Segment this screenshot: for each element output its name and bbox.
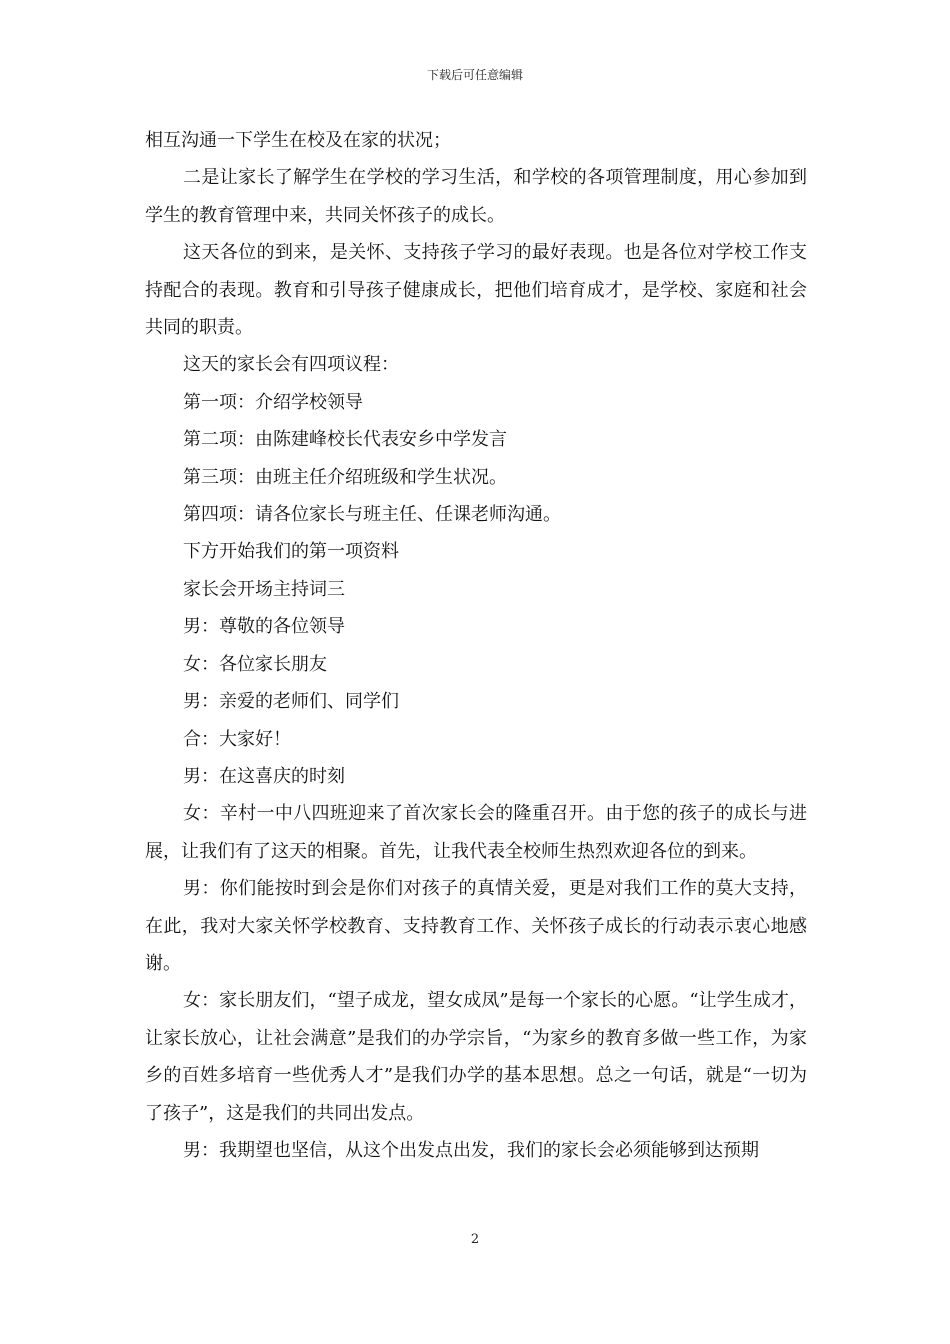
dialogue-line: 合：大家好！ [183,728,291,750]
dialogue-line: 女：辛村一中八四班迎来了首次家长会的隆重召开。由于您的孩子的成长与进展，让我们有了这天的相聚。首先，让我代表全校师生热烈欢迎各位的到来。 [145,803,807,862]
dialogue-line: 男：我期望也坚信，从这个出发点出发，我们的家长会必须能够到达预期 [183,1139,759,1161]
agenda-item: 第一项：介绍学校领导 [183,391,363,413]
paragraph: 下方开始我们的第一项资料 [183,541,399,563]
dialogue-line: 男：尊敬的各位领导 [183,616,345,638]
paragraph: 相互沟通一下学生在校及在家的状况； [145,130,451,151]
agenda-item: 第二项：由陈建峰校长代表安乡中学发言 [183,429,507,451]
agenda-intro: 这天的家长会有四项议程： [183,354,399,376]
paragraph: 这天各位的到来，是关怀、支持孩子学习的最好表现。也是各位对学校工作支持配合的表现。教育和引导孩子健康成长，把他们培育成才，是学校、家庭和社会共同的职责。 [145,242,807,339]
paragraph: 二是让家长了解学生在学校的学习生活，和学校的各项管理制度，用心参加到学生的教育管理中来，共同关怀孩子的成长。 [145,167,807,226]
dialogue-line: 男：在这喜庆的时刻 [183,765,345,787]
dialogue-line: 男：亲爱的老师们、同学们 [183,691,399,713]
agenda-item: 第四项：请各位家长与班主任、任课老师沟通。 [183,504,561,526]
page-header: 下载后可任意编辑 [426,68,523,82]
dialogue-line: 女：各位家长朋友 [183,653,327,675]
section-title: 家长会开场主持词三 [183,578,345,600]
dialogue-line: 男：你们能按时到会是你们对孩子的真情关爱，更是对我们工作的莫大支持，在此，我对大家关怀学校教育、支持教育工作、关怀孩子成长的行动表示衷心地感谢。 [145,878,807,974]
agenda-item: 第三项：由班主任介绍班级和学生状况。 [183,466,507,488]
dialogue-line: 女：家长朋友们，“望子成龙，望女成凤”是每一个家长的心愿。“让学生成才，让家长放心，让社会满意”是我们的办学宗旨，“为家乡的教育多做一些工作，为家乡的百姓多培育一些优秀人才”是我们办学的基本思想。总之一句话，就是“一切为了孩子”，这是我们的共同出发点。 [145,990,807,1124]
document-body [145,122,807,1169]
page-number: 2 [470,1232,480,1247]
